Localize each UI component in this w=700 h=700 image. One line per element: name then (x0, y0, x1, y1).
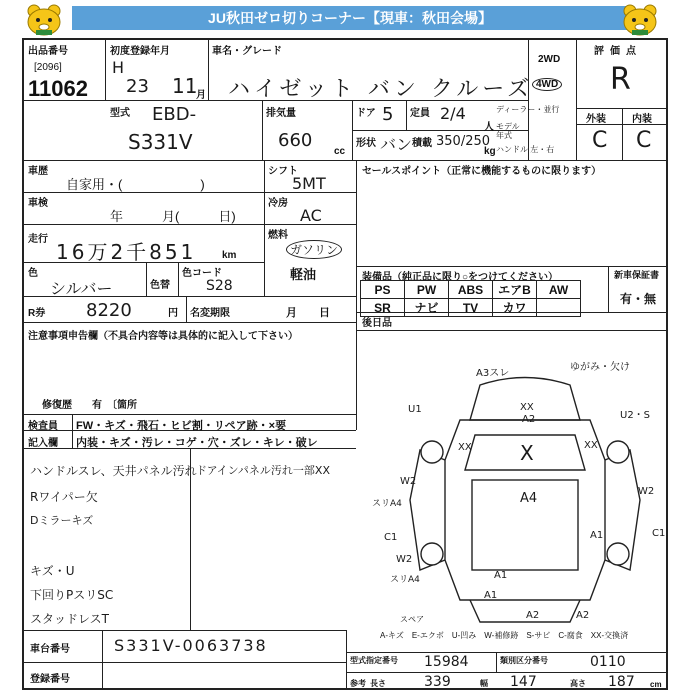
damage-mark: XX (458, 442, 472, 453)
color-change-label: 色替 (150, 280, 170, 291)
shape-label: 形状 (356, 138, 376, 149)
damage-mark: C1 (384, 532, 398, 543)
load-value: 350/250 (436, 134, 491, 149)
model-year-label: モデル年式 (496, 122, 520, 140)
equipment-label: 装備品（純正品に限り○をつけてください） (362, 272, 559, 283)
aircon-label: 冷房 (268, 198, 288, 209)
damage-mark: W2 (638, 486, 655, 497)
damage-mark: A2 (526, 610, 540, 621)
length-value: 339 (424, 674, 451, 690)
bear-mascot-icon (24, 2, 64, 36)
type-label: 型式 (110, 108, 130, 119)
mileage-label: 走行 (28, 234, 48, 245)
equip-aw: AW (537, 281, 581, 299)
damage-mark: A1 (590, 530, 604, 541)
vehicle-name: ハイゼット バン クルーズ (228, 77, 534, 102)
equip-ps: PS (361, 281, 405, 299)
damage-mark: A1 (484, 590, 498, 601)
recycle-unit: 円 (168, 308, 178, 319)
lot-label: 出品番号 (28, 46, 68, 57)
equip-abs: ABS (449, 281, 493, 299)
capacity-label: 定員 (410, 108, 430, 119)
registration-month: 11 (172, 74, 198, 98)
registration-year: 23 (126, 76, 149, 97)
equip-navi: ナビ (405, 299, 449, 317)
bear-mascot-icon (620, 2, 660, 36)
load-unit: kg (484, 146, 496, 157)
color-value: シルバー (50, 279, 113, 298)
displacement-label: 排気量 (266, 108, 296, 119)
damage-mark: U1 (408, 404, 422, 415)
fuel-gasoline: ガソリン (286, 240, 342, 259)
damage-mark: A4 (520, 491, 538, 506)
inspection-label: 車検 (28, 198, 48, 209)
damage-mark: ゆがみ・欠け (570, 362, 630, 373)
repair-history-label: 修復歴 有 〔箇所 (42, 400, 137, 411)
height-label: 高さ (570, 679, 586, 688)
remark-line: 下回りPスリSC (30, 588, 114, 602)
type-prefix: EBD- (152, 104, 197, 125)
shift-value: 5MT (292, 174, 326, 193)
equip-sr: SR (361, 299, 405, 317)
equip-leather: カワ (493, 299, 537, 317)
new-car-warranty-label: 新車保証書 (614, 270, 660, 280)
damage-mark: W2 (396, 554, 413, 565)
first-registration-label: 初度登録年月 (110, 46, 170, 57)
equip-airbag: エアB (493, 281, 537, 299)
month-unit: 月 (196, 90, 206, 101)
displacement-value: 660 (278, 130, 313, 151)
page-title: JU秋田ゼロ切りコーナー【現車：秋田会場】 (72, 6, 628, 30)
inspection-value: 年 月( 日) (110, 209, 236, 224)
width-label: 幅 (480, 679, 488, 688)
equip-pw: PW (405, 281, 449, 299)
damage-mark: C1 (652, 528, 666, 539)
damage-mark: X (520, 441, 534, 465)
check-row-exterior: FW・キズ・飛石・ヒビ割・リペア跡・×要 (76, 420, 287, 432)
model-number-value: 15984 (424, 654, 469, 670)
remark-line: スタッドレスT (30, 612, 109, 626)
damage-mark: W2 (400, 476, 417, 487)
notes-label: 注意事項申告欄（不具合内容等は具体的に記入して下さい） (28, 331, 298, 342)
entry-label: 記入欄 (28, 438, 58, 449)
lot-number: 11062 (28, 76, 88, 101)
damage-diagram (372, 360, 670, 630)
checker-label: 検査員 (28, 421, 58, 432)
damage-mark: A2 (522, 414, 536, 425)
damage-mark: スリA4 (372, 499, 402, 509)
damage-mark: A2 (576, 610, 590, 621)
reference-label: 参考 (350, 679, 366, 688)
shift-label: シフト (268, 166, 298, 177)
capacity-unit: 人 (484, 122, 494, 133)
shape-value: バン (380, 135, 413, 154)
drive-2wd: 2WD (538, 54, 561, 65)
damage-mark: U2・S (620, 410, 651, 421)
color-code-label: 色コード (182, 268, 222, 279)
door-label: ドア (356, 108, 376, 119)
chassis-label: 車台番号 (30, 644, 70, 655)
fuel-label: 燃料 (268, 230, 288, 241)
remark-line: キズ・U (30, 564, 75, 578)
remark-line: Dミラーキズ (30, 514, 94, 527)
name-change-label: 名変期限 (190, 308, 230, 319)
lot-small-number: [2096] (34, 62, 62, 73)
model-number-label: 型式指定番号 (350, 656, 398, 665)
displacement-unit: cc (334, 146, 346, 157)
damage-mark: A3スレ (476, 368, 510, 379)
dealer-label: ディーラー・並行 (496, 105, 560, 114)
color-code-value: S28 (206, 278, 233, 294)
new-car-warranty-value: 有・無 (620, 292, 657, 306)
damage-mark: XX (584, 440, 598, 451)
remark-line: Rワイパー欠 (30, 490, 98, 504)
chassis-number: S331V-0063738 (114, 636, 268, 655)
mileage-value: 16万2千851 (56, 240, 197, 264)
interior-label: 内装 (632, 114, 652, 125)
rating-value: R (610, 62, 631, 97)
rating-label: 評価点 (594, 46, 642, 57)
damage-legend: A-キズ E-エクボ U-凹み W-補修跡 S-サビ C-腐食 XX-交換済 (380, 631, 629, 640)
damage-mark: スリA4 (390, 575, 420, 585)
dimension-unit: cm (650, 680, 662, 689)
interior-grade: C (636, 128, 652, 153)
type-model: S331V (128, 130, 193, 154)
length-label: 長さ (370, 679, 386, 688)
door-value: 5 (382, 104, 394, 125)
exterior-grade: C (592, 128, 608, 153)
remark-line-right: ドアインパネル汚れ一部XX (196, 464, 330, 477)
handle-label: ハンドル 左・右 (496, 145, 555, 154)
drive-4wd: 4WD (532, 78, 562, 91)
color-label: 色 (28, 268, 38, 279)
remark-line: ハンドルスレ、天井パネル汚れ (30, 464, 197, 478)
class-number-label: 類別区分番号 (500, 656, 548, 665)
check-row-interior: 内装・キズ・汚レ・コゲ・穴・ズレ・キレ・破レ (76, 437, 318, 449)
recycle-value: 8220 (86, 300, 132, 321)
later-items-label: 後日品 (362, 318, 392, 329)
exterior-label: 外装 (586, 114, 606, 125)
fuel-diesel: 軽油 (290, 267, 317, 282)
vehicle-name-label: 車名・グレード (212, 46, 282, 57)
damage-mark: XX (520, 402, 534, 413)
height-value: 187 (608, 674, 635, 690)
spare-label: スペア (400, 615, 424, 624)
class-number-value: 0110 (590, 654, 626, 670)
sales-point-label: セールスポイント（正常に機能するものに限ります） (362, 166, 602, 177)
registration-era: H (112, 58, 125, 77)
history-label: 車歴 (28, 166, 48, 177)
recycle-label: R券 (28, 308, 46, 319)
history-value: 自家用・( ) (66, 177, 205, 192)
mileage-unit: km (222, 250, 237, 261)
equip-tv: TV (449, 299, 493, 317)
load-label: 積載 (412, 138, 432, 149)
width-value: 147 (510, 674, 537, 690)
aircon-value: AC (300, 206, 322, 225)
registration-no-label: 登録番号 (30, 674, 70, 685)
capacity-value: 2/4 (440, 104, 466, 123)
damage-mark: A1 (494, 570, 508, 581)
name-change-value: 月 日 (286, 307, 330, 319)
